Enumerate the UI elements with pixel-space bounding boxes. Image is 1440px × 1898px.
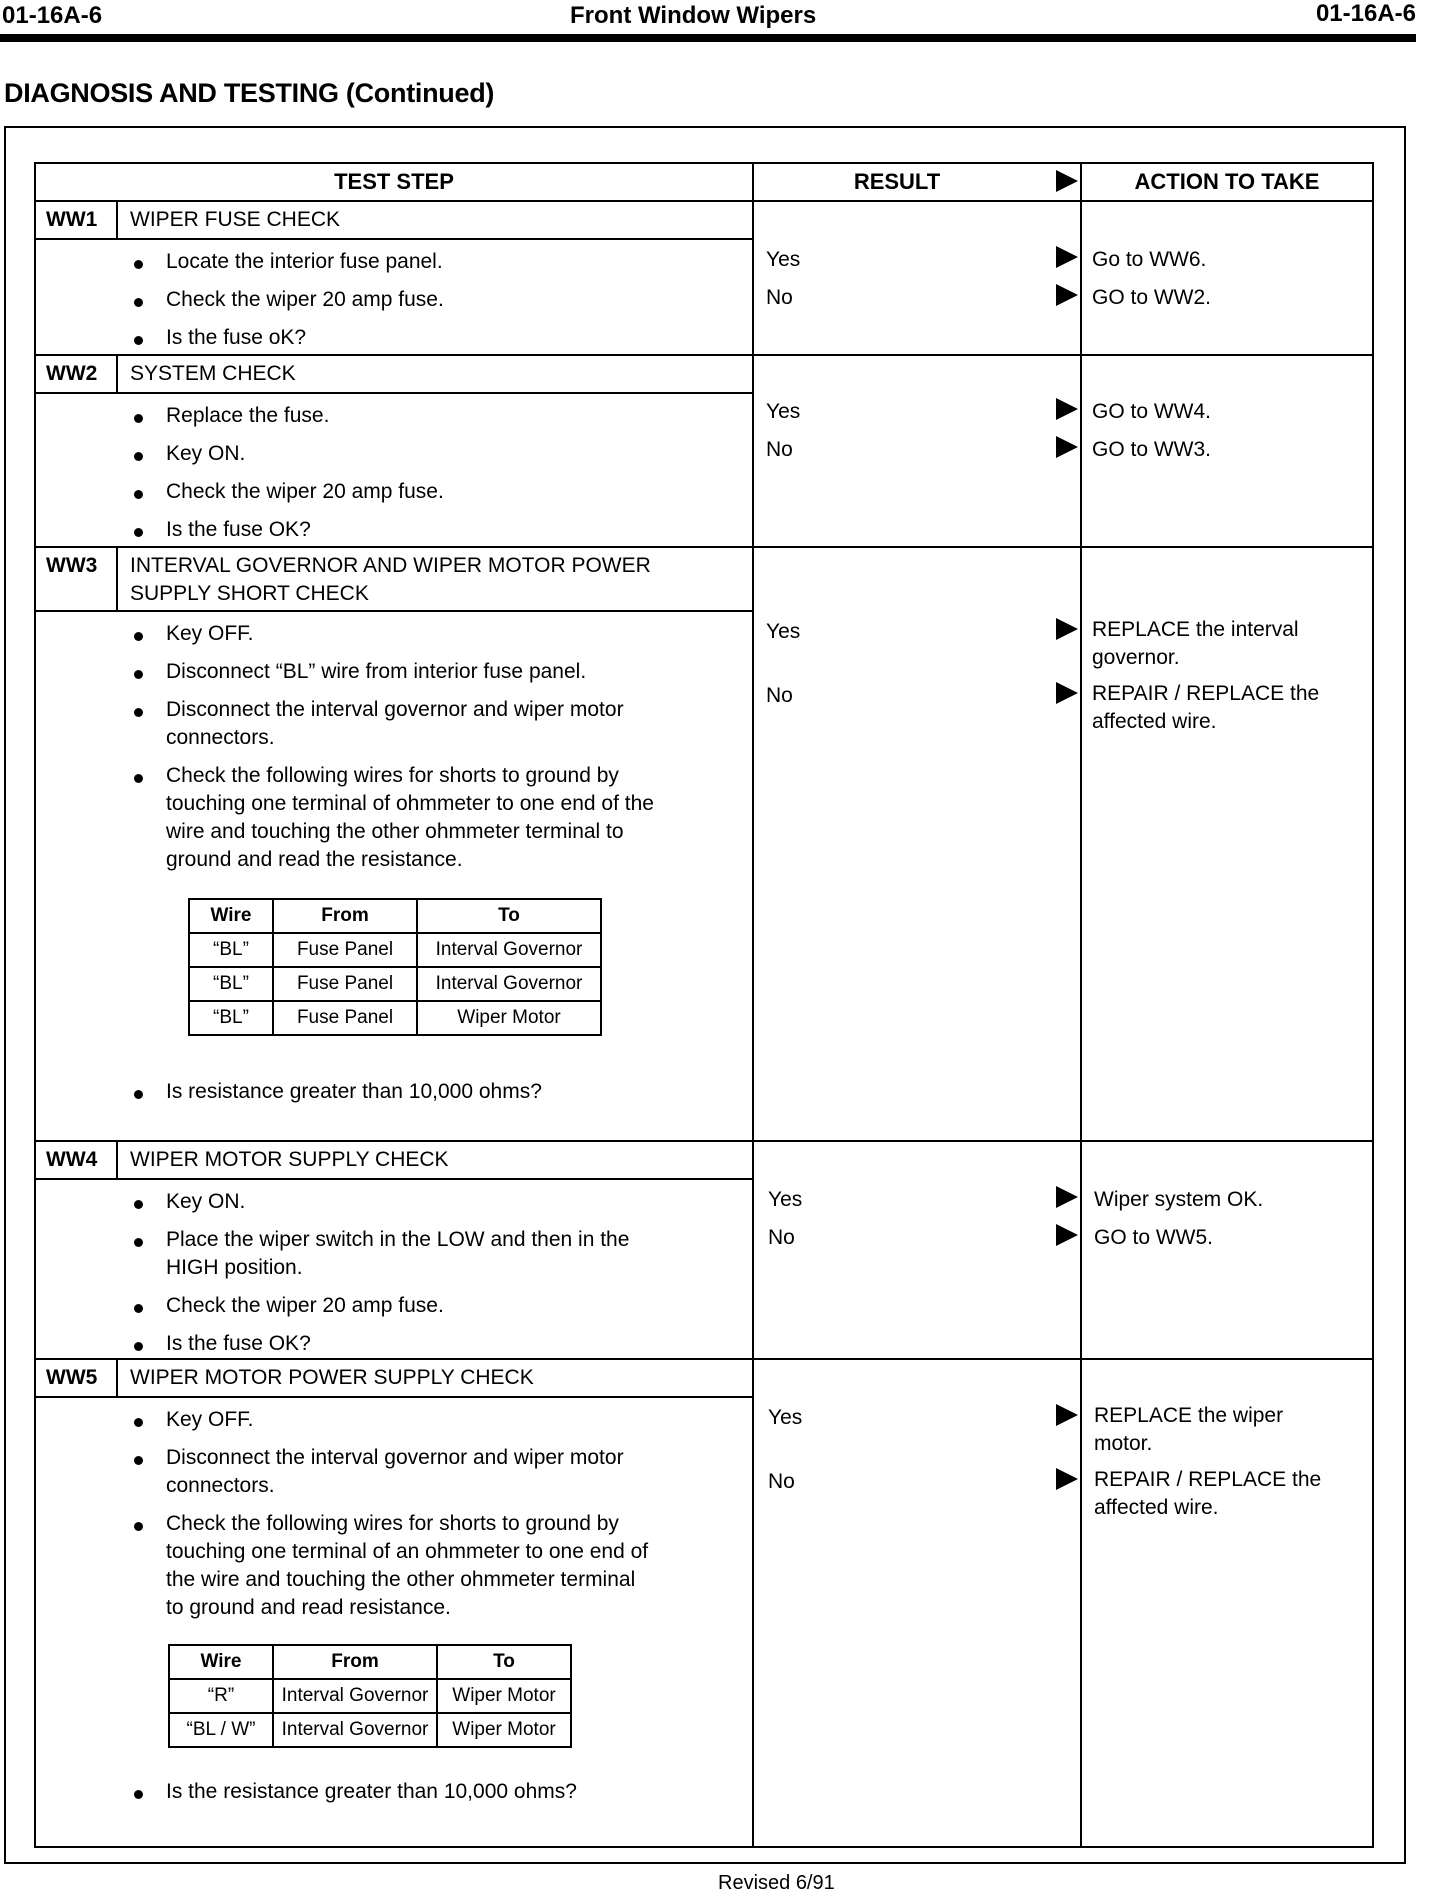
from-cell: Fuse Panel [273, 967, 417, 1001]
to-cell: Wiper Motor [437, 1713, 571, 1747]
result-yes: Yes [766, 248, 801, 271]
bullet-icon [134, 774, 143, 783]
step-instruction: Disconnect the interval governor and wiper motor [166, 1446, 624, 1469]
wire-table-header: Wire [169, 1645, 273, 1679]
bullet-icon [134, 1790, 143, 1799]
step-instruction: Disconnect “BL” wire from interior fuse panel. [166, 660, 587, 683]
step-divider [36, 546, 1372, 548]
step-title-divider [36, 1396, 752, 1398]
step-instruction: Check the wiper 20 amp fuse. [166, 480, 444, 503]
step-id-ww4: WW4 [46, 1148, 98, 1171]
step-instruction: Key OFF. [166, 1408, 254, 1431]
step-instruction: Is the resistance greater than 10,000 ohms? [166, 1780, 577, 1803]
step-instruction-cont: the wire and touching the other ohmmeter terminal [166, 1568, 636, 1591]
page-number-left: 01-16A-6 [2, 2, 103, 29]
step-title-ww4: WIPER MOTOR SUPPLY CHECK [130, 1148, 449, 1171]
step-id-divider [116, 546, 118, 610]
action-yes: REPLACE the interval [1092, 618, 1299, 641]
to-cell: Wiper Motor [437, 1679, 571, 1713]
step-instruction: Is the fuse OK? [166, 1332, 311, 1355]
step-title-divider [36, 610, 752, 612]
step-instruction-cont: connectors. [166, 1474, 275, 1497]
step-instruction: Key ON. [166, 1190, 246, 1213]
arrow-right-icon [1056, 436, 1078, 458]
result-yes: Yes [768, 1188, 803, 1211]
step-title-ww1: WIPER FUSE CHECK [130, 208, 341, 231]
step-instruction-cont: connectors. [166, 726, 275, 749]
from-cell: Fuse Panel [273, 1001, 417, 1035]
column-divider-action [1080, 164, 1082, 1846]
step-instruction: Is the fuse OK? [166, 518, 311, 541]
step-instruction: Locate the interior fuse panel. [166, 250, 443, 273]
wire-cell: “BL” [189, 1001, 273, 1035]
step-id-divider [116, 1358, 118, 1396]
revision-footer: Revised 6/91 [718, 1872, 835, 1894]
step-title-ww3: INTERVAL GOVERNOR AND WIPER MOTOR POWER [130, 554, 651, 577]
bullet-icon [134, 336, 143, 345]
action-no-cont: affected wire. [1092, 710, 1217, 733]
result-no: No [766, 438, 793, 461]
bullet-icon [134, 260, 143, 269]
wire-table-ww3 [188, 898, 602, 1036]
arrow-right-icon [1056, 398, 1078, 420]
action-no: REPAIR / REPLACE the [1092, 682, 1320, 705]
step-divider [36, 1358, 1372, 1360]
bullet-icon [134, 670, 143, 679]
step-instruction: Replace the fuse. [166, 404, 330, 427]
step-id-divider [116, 1140, 118, 1178]
to-cell: Interval Governor [417, 933, 601, 967]
from-cell: Fuse Panel [273, 933, 417, 967]
arrow-right-icon [1056, 682, 1078, 704]
step-instruction-cont: wire and touching the other ohmmeter terminal to [166, 820, 624, 843]
result-yes: Yes [766, 400, 801, 423]
page-title: Front Window Wipers [570, 2, 817, 29]
wire-table-header: Wire [189, 899, 273, 933]
arrow-right-icon [1056, 1468, 1078, 1490]
step-instruction-cont: touching one terminal of an ohmmeter to one end of [166, 1540, 649, 1563]
arrow-right-icon [1056, 170, 1078, 192]
arrow-right-icon [1056, 1404, 1078, 1426]
step-instruction: Check the following wires for shorts to ground by [166, 764, 619, 787]
wire-cell: “BL / W” [169, 1713, 273, 1747]
arrow-right-icon [1056, 1186, 1078, 1208]
step-instruction: Disconnect the interval governor and wiper motor [166, 698, 624, 721]
step-instruction: Is resistance greater than 10,000 ohms? [166, 1080, 542, 1103]
step-title-divider [36, 238, 752, 240]
bullet-icon [134, 1342, 143, 1351]
step-instruction-cont: HIGH position. [166, 1256, 303, 1279]
section-title: DIAGNOSIS AND TESTING (Continued) [4, 78, 495, 108]
bullet-icon [134, 298, 143, 307]
to-cell: Interval Governor [417, 967, 601, 1001]
step-title-ww2: SYSTEM CHECK [130, 362, 296, 385]
header-divider [36, 200, 1372, 202]
column-header-result: RESULT [853, 169, 941, 194]
wire-table-header: To [417, 899, 601, 933]
bullet-icon [134, 1304, 143, 1313]
step-title-divider [36, 1178, 752, 1180]
arrow-right-icon [1056, 618, 1078, 640]
step-divider [36, 354, 1372, 356]
wire-table-header: From [273, 1645, 437, 1679]
step-instruction-cont: touching one terminal of ohmmeter to one end of the [166, 792, 654, 815]
step-instruction: Place the wiper switch in the LOW and then in the [166, 1228, 630, 1251]
step-id-ww1: WW1 [46, 208, 98, 231]
step-instruction: Is the fuse oK? [166, 326, 307, 349]
bullet-icon [134, 1238, 143, 1247]
bullet-icon [134, 1522, 143, 1531]
bullet-icon [134, 528, 143, 537]
step-instruction: Check the wiper 20 amp fuse. [166, 288, 444, 311]
bullet-icon [134, 1200, 143, 1209]
action-yes: REPLACE the wiper [1094, 1404, 1284, 1427]
action-yes: Go to WW6. [1092, 248, 1207, 271]
bullet-icon [134, 490, 143, 499]
bullet-icon [134, 1090, 143, 1099]
step-instruction: Check the wiper 20 amp fuse. [166, 1294, 444, 1317]
bullet-icon [134, 1418, 143, 1427]
column-header-action: ACTION TO TAKE [1134, 169, 1320, 194]
step-id-divider [116, 200, 118, 238]
from-cell: Interval Governor [273, 1679, 437, 1713]
page-number-right: 01-16A-6 [1315, 0, 1416, 27]
step-instruction-cont: to ground and read resistance. [166, 1596, 451, 1619]
action-yes: Wiper system OK. [1094, 1188, 1264, 1211]
result-no: No [766, 684, 793, 707]
bullet-icon [134, 1456, 143, 1465]
result-no: No [768, 1226, 795, 1249]
bullet-icon [134, 708, 143, 717]
from-cell: Interval Governor [273, 1713, 437, 1747]
bullet-icon [134, 452, 143, 461]
header-rule [0, 34, 1416, 42]
wire-cell: “BL” [189, 933, 273, 967]
step-title-ww3-cont: SUPPLY SHORT CHECK [130, 582, 369, 605]
column-header-test-step: TEST STEP [334, 169, 454, 194]
wire-cell: “R” [169, 1679, 273, 1713]
action-no: GO to WW2. [1092, 286, 1212, 309]
step-instruction: Key OFF. [166, 622, 254, 645]
step-id-divider [116, 354, 118, 392]
step-divider [36, 1140, 1372, 1142]
step-id-ww5: WW5 [46, 1366, 98, 1389]
arrow-right-icon [1056, 284, 1078, 306]
action-yes-cont: motor. [1094, 1432, 1153, 1455]
step-id-ww3: WW3 [46, 554, 98, 577]
result-no: No [768, 1470, 795, 1493]
step-instruction: Check the following wires for shorts to ground by [166, 1512, 619, 1535]
wire-table-header: From [273, 899, 417, 933]
bullet-icon [134, 414, 143, 423]
wire-table-header: To [437, 1645, 571, 1679]
action-yes-cont: governor. [1092, 646, 1180, 669]
action-no-cont: affected wire. [1094, 1496, 1219, 1519]
result-no: No [766, 286, 793, 309]
action-no: REPAIR / REPLACE the [1094, 1468, 1322, 1491]
result-yes: Yes [768, 1406, 803, 1429]
action-no: GO to WW5. [1094, 1226, 1214, 1249]
wire-table-ww5 [168, 1644, 572, 1748]
step-instruction-cont: ground and read the resistance. [166, 848, 463, 871]
to-cell: Wiper Motor [417, 1001, 601, 1035]
action-yes: GO to WW4. [1092, 400, 1212, 423]
bullet-icon [134, 632, 143, 641]
action-no: GO to WW3. [1092, 438, 1212, 461]
step-instruction: Key ON. [166, 442, 246, 465]
result-yes: Yes [766, 620, 801, 643]
diagnosis-table [34, 162, 1374, 1848]
column-divider-result [752, 164, 754, 1846]
arrow-right-icon [1056, 246, 1078, 268]
step-id-ww2: WW2 [46, 362, 98, 385]
step-title-ww5: WIPER MOTOR POWER SUPPLY CHECK [130, 1366, 534, 1389]
step-title-divider [36, 392, 752, 394]
wire-cell: “BL” [189, 967, 273, 1001]
arrow-right-icon [1056, 1224, 1078, 1246]
